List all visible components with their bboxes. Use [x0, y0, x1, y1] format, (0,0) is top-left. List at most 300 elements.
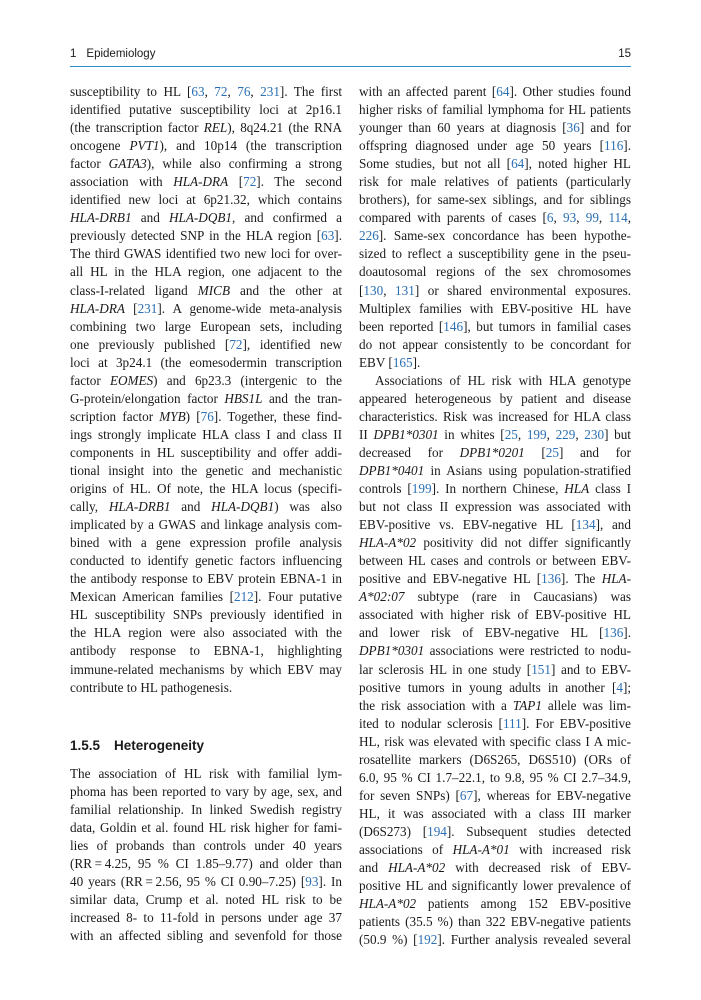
text-line [70, 783, 342, 801]
text-run: data, Goldin et al. found HL risk higher for fami- [70, 819, 342, 835]
citation-link[interactable]: 72 [243, 174, 257, 190]
text-run: phoma has been reported to vary by age, sex, and [70, 783, 342, 799]
text-line [70, 552, 342, 570]
text-run: higher risks of familial lymphoma for HL patients [359, 102, 631, 118]
text-line [359, 913, 631, 931]
italic-term: HLA-A*02 [359, 535, 417, 551]
text-line [70, 909, 342, 927]
text-line [70, 927, 342, 945]
text-line [359, 480, 631, 498]
text-line [70, 679, 342, 697]
text-run: [ [524, 444, 546, 460]
section-title: Heterogeneity [114, 737, 205, 753]
citation-link[interactable]: 25 [545, 444, 559, 460]
text-line [359, 805, 631, 823]
text-line [359, 282, 631, 300]
italic-term: TAP1 [512, 697, 542, 713]
text-run: the antibody response to EBV protein EBNA-1 in [70, 571, 342, 587]
text-run: risk for male relatives of patients (particularly [359, 174, 631, 190]
text-line [359, 354, 631, 372]
citation-link[interactable]: 212 [233, 589, 254, 605]
text-run: the HLA region were also associated with the [70, 625, 342, 641]
text-run: ], and [595, 517, 631, 533]
text-run: ]. The second [256, 174, 343, 190]
citation-link[interactable]: 25 [504, 426, 518, 442]
text-line [70, 765, 342, 783]
text-run: younger than 60 years at diagnosis [ [359, 120, 567, 136]
italic-term: HLA-DQB1 [211, 499, 275, 515]
text-run: ), and 10p14 (the transcription [159, 138, 343, 154]
text-line [359, 318, 631, 336]
text-run: ited to nodular sclerosis [ [359, 715, 503, 731]
text-run: oncogene [70, 138, 130, 154]
section-heading [70, 733, 342, 765]
italic-term: REL [203, 120, 228, 136]
text-line [359, 552, 631, 570]
text-line [70, 354, 342, 372]
text-run: in Asians using population-stratified [424, 462, 631, 478]
text-line [359, 859, 631, 877]
text-line [359, 606, 631, 624]
text-line [70, 408, 342, 426]
citation-link[interactable]: 194 [427, 823, 447, 839]
text-run: ]; [622, 679, 631, 695]
text-run: doautosomal regions of the sex chromosomes [359, 264, 631, 280]
text-line [70, 390, 342, 408]
italic-term: HBS1L [224, 390, 263, 406]
text-run: and [131, 210, 169, 226]
text-run: lar sclerosis HL in one study [ [359, 661, 532, 677]
italic-term: MYB [159, 408, 186, 424]
citation-link[interactable]: 165 [392, 354, 413, 370]
text-line [359, 534, 631, 552]
citation-link[interactable]: 134 [575, 517, 596, 533]
text-run: tional insight into the genetic and mechanistic [70, 462, 342, 478]
text-run: identified new loci at 6p21.32, which contains [70, 192, 342, 208]
text-run: factor [70, 156, 109, 172]
text-run: and the tran- [262, 390, 342, 406]
running-head [70, 44, 631, 66]
text-run: implicated by a GWAS and linkage analysis com- [70, 517, 342, 533]
text-run: ings strongly implicate HLA class I and class II [70, 426, 342, 442]
text-line [359, 426, 631, 444]
citation-link[interactable]: 76 [200, 408, 214, 424]
text-run: (the transcription factor [70, 120, 204, 136]
text-run: ] and to EBV- [550, 661, 631, 677]
text-run: and [359, 860, 389, 876]
citation-link[interactable]: 136 [541, 571, 561, 587]
text-line [70, 372, 342, 390]
text-run: immune-related mechanisms by which EBV may [70, 661, 342, 677]
text-run: ]. In [318, 873, 342, 889]
italic-term: EOMES [109, 372, 154, 388]
text-run: origins of HL. Of note, the HLA locus (specifi- [70, 481, 342, 497]
text-line [359, 516, 631, 534]
italic-term: DPB1*0301 [373, 426, 439, 442]
text-run: rosatellite markers (D6S265, D6S510) (ORs of [359, 751, 631, 767]
citation-link[interactable]: 192 [417, 932, 438, 948]
italic-term: PVT1 [129, 138, 160, 154]
italic-term: HLA-DRB1 [108, 499, 171, 515]
text-run: ]. Further analysis revealed several [437, 932, 631, 948]
citation-link[interactable]: 93 [305, 873, 319, 889]
section-number: 1.5.5 [70, 737, 101, 753]
text-run: ] and for [558, 444, 631, 460]
text-line [359, 715, 631, 733]
citation-link[interactable]: 72 [214, 84, 228, 99]
text-line [70, 101, 342, 119]
text-run: , [383, 282, 396, 298]
text-run: Multiplex families with EBV-positive HL have [359, 300, 631, 316]
citation-link[interactable]: 6 [546, 210, 554, 226]
text-line [359, 390, 631, 408]
text-line [359, 173, 631, 191]
italic-term: HLA-A*02 [359, 896, 417, 912]
text-run: , [546, 426, 556, 442]
text-line [70, 282, 342, 300]
text-run: do not appear consistently to be concordant for [359, 336, 631, 352]
text-run: , [250, 84, 261, 99]
text-run: controls [ [359, 481, 412, 497]
header-rule [70, 66, 631, 67]
text-line [359, 462, 631, 480]
text-line [359, 155, 631, 173]
text-line [70, 245, 342, 263]
text-run: ]. [623, 138, 631, 154]
citation-link[interactable]: 116 [604, 138, 624, 154]
citation-link[interactable]: 111 [502, 715, 522, 731]
text-run: , [517, 426, 527, 442]
text-run: ]. [623, 625, 631, 641]
text-line [70, 855, 342, 873]
text-run: allele was lim- [541, 697, 631, 713]
italic-term: HLA-DQB1 [169, 210, 233, 226]
text-run: [ [228, 174, 244, 190]
citation-link[interactable]: 67 [459, 787, 474, 803]
text-line [359, 877, 631, 895]
citation-link[interactable]: 229 [555, 426, 576, 442]
chapter-label [70, 48, 155, 60]
text-run: ]. Subsequent studies detected [446, 823, 631, 839]
text-line [70, 300, 342, 318]
text-run: ], noted higher HL [524, 156, 631, 172]
italic-term: HLA-A*02 [388, 860, 446, 876]
citation-link[interactable]: 231 [260, 84, 280, 99]
text-line [70, 837, 342, 855]
text-run: HL, risk was elevated with specific class I A mic- [359, 733, 631, 749]
text-run: ]. Same-sex concordance has been hypothe- [378, 228, 631, 244]
citation-link[interactable]: 63 [191, 84, 205, 99]
text-line [359, 588, 631, 606]
right-column [359, 83, 631, 949]
citation-link[interactable]: 4 [616, 679, 623, 695]
text-run: 40 years (RR = 2.56, 95 % CI 0.90–7.25) [ [70, 873, 306, 889]
citation-link[interactable]: 93 [563, 210, 577, 226]
italic-term: DPB1*0201 [459, 444, 525, 460]
text-line [359, 661, 631, 679]
text-run: factor [70, 372, 110, 388]
text-run: ]. Together, these find- [213, 408, 342, 424]
text-line [359, 787, 631, 805]
text-run: ) and 6p23.3 (intergenic to the [153, 372, 342, 388]
text-run: , [627, 210, 632, 226]
text-line [359, 679, 631, 697]
text-run: decreased for [359, 444, 460, 460]
text-run: The association of HL risk with familial lym- [70, 765, 342, 781]
citation-link[interactable]: 130 [363, 282, 384, 298]
section-body-text [70, 765, 342, 945]
text-run: ]. Other studies found [509, 84, 631, 99]
citation-link[interactable]: 131 [395, 282, 415, 298]
text-run: , [576, 210, 586, 226]
text-line [359, 823, 631, 841]
text-run: antibody response to EBNA-1, highlighting [70, 643, 342, 659]
text-line [359, 444, 631, 462]
citation-link[interactable]: 199 [411, 481, 432, 497]
text-run: ), while also confirming a strong [146, 156, 342, 172]
text-line [359, 372, 631, 390]
italic-term: DPB1*0301 [359, 643, 425, 659]
italic-term: HLA-A*01 [452, 841, 510, 857]
text-line [359, 336, 631, 354]
italic-term: GATA3 [108, 156, 147, 172]
text-run: ]. The [560, 571, 602, 587]
citation-link[interactable]: 230 [584, 426, 605, 442]
text-run: The third GWAS identified two new loci for over- [70, 246, 342, 262]
text-run: ) [ [185, 408, 201, 424]
text-line [70, 336, 342, 354]
text-run: positive tumors in young adults in another [ [359, 679, 617, 695]
text-line [359, 191, 631, 209]
text-run: HL susceptibility SNPs previously identified in [70, 607, 342, 623]
text-run: one previously published [ [70, 336, 230, 352]
text-line [70, 444, 342, 462]
citation-link[interactable]: 64 [511, 156, 525, 172]
text-line [70, 462, 342, 480]
text-run: but not class II expression was associated with [359, 499, 631, 515]
text-line [359, 733, 631, 751]
text-run: ], but tumors in familial cases [463, 318, 631, 334]
text-line [70, 137, 342, 155]
text-run: EBV [ [359, 354, 393, 370]
text-run: class-I-related ligand [70, 282, 198, 298]
text-run: , [575, 426, 585, 442]
text-run: contribute to HL pathogenesis. [70, 679, 233, 695]
text-run: , [227, 84, 238, 99]
citation-link[interactable]: 231 [137, 300, 158, 316]
text-run: components in HL susceptibility and offer addi- [70, 444, 342, 460]
text-line [70, 173, 342, 191]
citation-link[interactable]: 99 [585, 210, 599, 226]
text-run: previously detected SNP in the HLA region [ [70, 228, 322, 244]
text-run: conducted to identify genetic factors influencing [70, 553, 342, 569]
citation-link[interactable]: 146 [443, 318, 464, 334]
text-run: ]. For EBV-positive [521, 715, 631, 731]
text-run: susceptibility to HL [ [70, 84, 192, 99]
text-run: (RR = 4.25, 95 % CI 1.85–9.77) and older than [70, 855, 342, 871]
italic-term: DPB1*0401 [359, 462, 425, 478]
text-run: bined with a gene expression profile analysis [70, 535, 342, 551]
text-line [359, 408, 631, 426]
text-run: brothers), for same-sex siblings, and for siblings [359, 192, 631, 208]
text-run: , and confirmed a [232, 210, 342, 226]
citation-link[interactable]: 36 [566, 120, 580, 136]
text-run: familial relationship. In linked Swedish registry [70, 801, 342, 817]
text-run: with increased risk [509, 841, 631, 857]
text-run: and lower risk of EBV-negative HL [ [359, 625, 604, 641]
text-line [70, 318, 342, 336]
text-line [70, 661, 342, 679]
text-line [70, 263, 342, 281]
text-line [70, 819, 342, 837]
text-line [70, 155, 342, 173]
italic-term: HLA-DRA [173, 174, 229, 190]
text-run: with decreased risk of EBV- [445, 860, 632, 876]
text-line [359, 931, 631, 949]
text-run: , [598, 210, 609, 226]
text-run: [ [124, 300, 138, 316]
text-line [359, 101, 631, 119]
text-run: associations of [359, 841, 453, 857]
italic-term: A*02:07 [359, 589, 405, 605]
citation-link[interactable]: 151 [531, 661, 551, 677]
text-line [70, 891, 342, 909]
text-run: cally, [70, 499, 109, 515]
text-line [359, 245, 631, 263]
text-line [70, 119, 342, 137]
text-run: ]. A genome-wide meta-analysis [157, 300, 342, 316]
text-line [70, 873, 342, 891]
text-line [70, 588, 342, 606]
text-run: in whites [ [438, 426, 505, 442]
text-run: EBV-positive vs. EBV-negative HL [ [359, 517, 576, 533]
text-line [70, 570, 342, 588]
text-line [359, 642, 631, 660]
text-run: with an affected sibling and sevenfold for those [70, 928, 342, 944]
text-line [359, 300, 631, 318]
text-run: (50.9 %) [ [359, 932, 418, 948]
text-run: loci at 3p24.1 (the eomesodermin transcription [70, 354, 342, 370]
text-run: combining two large European sets, including [70, 318, 342, 334]
text-line [359, 624, 631, 642]
text-run: ], whereas for EBV-negative [473, 787, 631, 803]
text-run: positive HL and significantly lower prevalence of [359, 878, 631, 894]
text-run: positive and EBV-negative HL [ [359, 571, 542, 587]
text-run: been reported [ [359, 318, 444, 334]
text-line [359, 570, 631, 588]
text-run: ]. Four putative [253, 589, 342, 605]
text-run: characteristics. Risk was increased for HLA class [359, 408, 631, 424]
text-run: with an affected parent [ [359, 84, 497, 99]
chapter-number: 1 [70, 48, 77, 60]
text-line [70, 516, 342, 534]
citation-link[interactable]: 226 [359, 228, 379, 244]
text-line [70, 83, 342, 101]
text-line [70, 498, 342, 516]
text-run: associations were restricted to nodu- [424, 643, 631, 659]
text-run: [ [359, 282, 364, 298]
text-line [359, 119, 631, 137]
text-run: ]. The first [279, 84, 342, 99]
text-line [70, 624, 342, 642]
text-run: ]. [334, 228, 342, 244]
page-number: 15 [618, 48, 631, 60]
text-run: positivity did not differ significantly [416, 535, 631, 551]
text-line [70, 209, 342, 227]
citation-link[interactable]: 136 [603, 625, 624, 641]
text-run: between HL cases and controls or between EBV- [359, 553, 631, 569]
text-run: offspring diagnosed under age 50 years [ [359, 138, 604, 154]
italic-term: MICB [197, 282, 230, 298]
right-column-text [359, 83, 631, 949]
text-run: ] and for [579, 120, 631, 136]
italic-term: HLA-DRB1 [70, 210, 132, 226]
text-run: , [553, 210, 563, 226]
text-line [359, 697, 631, 715]
text-run: ], identified new [242, 336, 342, 352]
italic-term: HLA-DRA [70, 300, 125, 316]
text-run: ) was also [274, 499, 342, 515]
text-line [359, 498, 631, 516]
text-line [359, 209, 631, 227]
text-line [70, 534, 342, 552]
text-line [70, 606, 342, 624]
text-run: the risk association with a [359, 697, 513, 713]
left-column [70, 83, 342, 945]
text-line [70, 227, 342, 245]
citation-link[interactable]: 63 [321, 228, 335, 244]
text-line [359, 227, 631, 245]
citation-link[interactable]: 199 [526, 426, 547, 442]
text-run: compared with parents of cases [ [359, 210, 547, 226]
text-run: increased 8- to 11-fold in persons under age 37 [70, 910, 342, 926]
left-column-text [70, 83, 342, 697]
text-run: scription factor [70, 408, 160, 424]
text-line [70, 191, 342, 209]
citation-link[interactable]: 114 [608, 210, 628, 226]
chapter-title: Epidemiology [86, 48, 156, 60]
text-line [70, 801, 342, 819]
text-run: appeared heterogeneous by patient and disease [359, 390, 631, 406]
text-run: II [359, 426, 374, 442]
text-run: Some studies, but not all [ [359, 156, 512, 172]
citation-link[interactable]: 72 [229, 336, 243, 352]
text-line [70, 642, 342, 660]
text-run: identified putative susceptibility loci at 2p16.1 [70, 102, 342, 118]
text-run: and [170, 499, 212, 515]
text-run: all HL in the HLA region, one adjacent to the [70, 264, 342, 280]
text-line [359, 137, 631, 155]
text-run: ] or shared environmental exposures. [414, 282, 631, 298]
text-run: 6.0, 95 % CI 1.7–22.1, to 9.8, 95 % CI 2.7–34.9, [359, 769, 631, 785]
text-run: ), 8q24.21 (the RNA [227, 120, 342, 136]
text-run: ]. [412, 354, 421, 370]
text-run: subtype (rare in Caucasians) was [404, 589, 631, 605]
text-run: class I [589, 481, 631, 497]
text-run: , [204, 84, 215, 99]
text-run: ] but [604, 426, 631, 442]
citation-link[interactable]: 64 [496, 84, 510, 99]
italic-term: HLA [564, 481, 590, 497]
citation-link[interactable]: 76 [237, 84, 251, 99]
text-run: and the other at [230, 282, 342, 298]
text-run: lies of probands than controls under 40 years [70, 837, 342, 853]
text-run: HL, it was associated with a class III marker [359, 805, 631, 821]
text-line [359, 751, 631, 769]
text-run: Associations of HL risk with HLA genotype [375, 372, 631, 388]
text-run: G-protein/elongation factor [70, 390, 225, 406]
text-run: for seven SNPs) [ [359, 787, 460, 803]
